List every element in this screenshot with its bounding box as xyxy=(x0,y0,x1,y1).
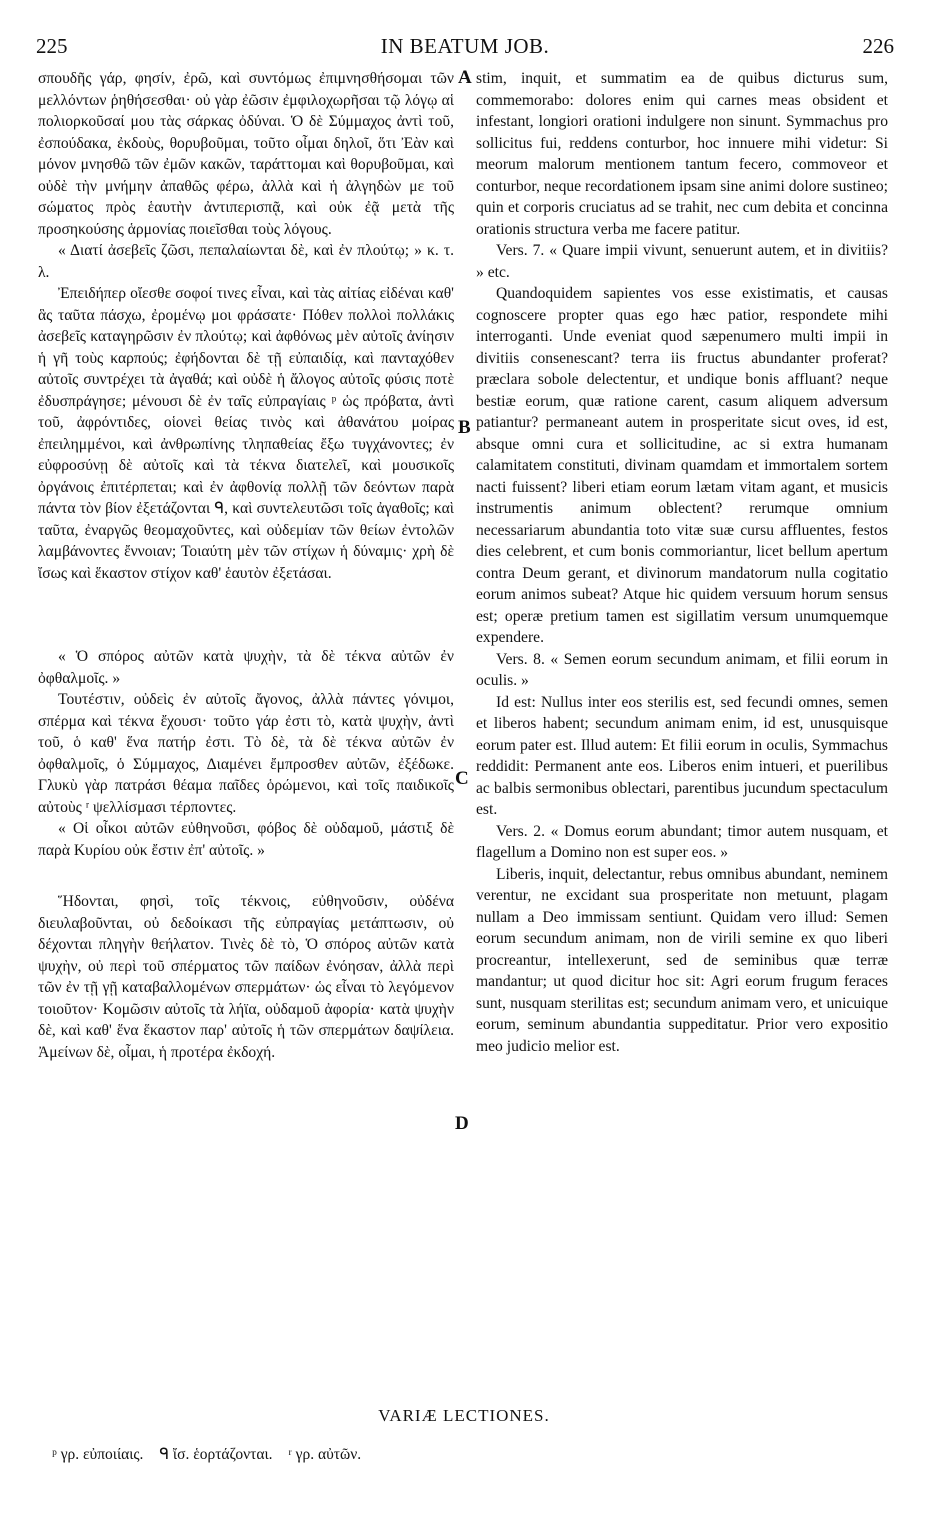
page-header xyxy=(36,34,894,64)
variant-reading: ʳ γρ. αὐτῶν. xyxy=(288,1446,362,1463)
latin-paragraph: Liberis, inquit, delectantur, rebus omnibus abundant, neminem verentur, ne excidant sua prosperitate non metuunt, plagam nullam a Deo immissam sentiunt. Quidam vero illud: Semen eorum secundum animam, non de virili semine ex quo liberi procreantur, intellexerunt, sed de seminibus quæ terræ mandantur; ut quod dicitur hoc sit: Agri eorum frugum feraces sunt, nusquam sterilitas est; secundum animam vero, et unicuique eorum, seminum abundantia suppeditatur. Prior vero expositio meo judicio melior est. xyxy=(476,865,888,1055)
latin-paragraph: stim, inquit, et summatim ea de quibus dicturus sum, commemorabo: dolores enim qui carnes meas obsident et infestant, longiori orationi indulgere non sinunt. Symmachus pro sollicitus fui, reddens conturbor, hoc innuere mihi videtur: Si meorum malorum mentionem tantum fecero, commoveor et conturbor, neque recordationem ipsam sine animi dolore sustineo; quin et corporis cruciatus ad se trahit, nec cum debita et concinna orationis structura verba me facere patitur. xyxy=(476,70,888,238)
variant-reading: ᵖ γρ. εὐποιίαις. xyxy=(52,1446,144,1463)
page-number-right: 226 xyxy=(862,34,894,58)
greek-column xyxy=(38,68,454,1063)
greek-verse: « Ὁ σπόρος αὐτῶν κατὰ ψυχὴν, τὰ δὲ τέκνα αὐτῶν ἐν ὀφθαλμοῖς. » xyxy=(38,648,454,687)
section-marker-d: D xyxy=(455,1113,469,1134)
section-marker-a: A xyxy=(458,67,472,88)
greek-paragraph: Ἐπειδήπερ οἴεσθε σοφοί τινες εἶναι, καὶ τὰς αἰτίας εἰδέναι καθ' ἃς ταῦτα πάσχω, ἐρομένῳ μοι φράσατε· Πόθεν πολλοὶ πολλάκις ἀσεβεῖς καταγηρῶσιν ἐν πλούτῳ; καὶ ἀφθόνως μὲν αὐτοῖς ἀνίησιν ἡ γῆ τοὺς καρπούς; ἐφήδονται δὲ τῇ εὐπαιδίᾳ, καὶ πανταχόθεν αὐτοῖς συντρέχει τὰ ἀγαθά; καὶ οὐδὲ ἡ ἄλογος αὐτοῖς φύσις ποτὲ ἐδυσπράγησε; μένουσι δὲ ἐν ταῖς εὐπραγίαις ᵖ ὡς πρόβατα, ἀντὶ τοῦ, ἀφρόντιδες, οἱονεὶ θείας τινὸς καὶ ἀθανάτου μοίρας ἐπειλημμένοι, καὶ ἀνθρωπίνης τληπαθείας ἔξω τυγχάνοντες; ἐν εὐφροσύνῃ δὲ αὐτοῖς καὶ τὰ τέκνα διατελεῖ, καὶ μουσικοῖς ὀργάνοις ἐπιτέρπεται; καὶ ἐν ἀφθονίᾳ πολλῇ τῶν δεόντων παρὰ πάντα τὸν βίον ἐξετάζονται ᑫ, καὶ συντελευτῶσι τοῖς ἀγαθοῖς; καὶ ταῦτα, ἐναργῶς θεομαχοῦντες, καὶ οὐδεμίαν τῶν θείων ἐντολῶν λαμβάνοντες ἔννοιαν; Τοιαύτη μὲν τῶν στίχων ἡ δύναμις· χρὴ δὲ ἴσως καὶ ἕκαστον στίχον καθ' ἑαυτὸν ἐξετάσαι. xyxy=(38,285,454,582)
latin-paragraph: Id est: Nullus inter eos sterilis est, sed fecundi omnes, semen et liberos habent; secundum animam enim, id est, unusquisque eorum pater est. Illud autem: Et filii eorum in oculis, Symmachus reddidit: Permanent ante eos. Liberos enim intueri, et puerilibus ac balbis sermonibus oblectari, parentibus jucundum spectaculum est. xyxy=(476,693,888,818)
variae-lectiones-title: VARIÆ LECTIONES. xyxy=(378,1406,550,1425)
latin-verse: Vers. 8. « Semen eorum secundum animam, et filii eorum in oculis. » xyxy=(476,650,888,689)
latin-paragraph: Quandoquidem sapientes vos esse existimatis, et causas cognoscere propter quas ego hæc patior, respondete mihi interroganti. Unde eveniat quod sæpenumero multi impii in divitiis consenescant? terra iis fructus abundanter proferat? præclara sobole delectentur, et undique bonis affluant? neque bestiæ eorum, quæ ratione carent, casum aliquem adversum patiantur? permaneant autem in prosperitate sicut oves, id est, absque omni cura et sollicitudine, ac si extra humanam calamitatem constituti, divinam quamdam et immortalem sortem nacti fuissent? liberi etiam eorum lætam vitam agant, et musicis instrumentis animum oblectent? rerumque omnium necessariarum abundantia toto vitæ suæ cursu affluentes, festos dies celebrent, et cum bonis commoriantur, licet bellum apertum contra Deum gerant, et divinorum mandatorum nulla cogitatio eorum animos subeat? Atque hic quidem versuum horum sensus est; operæ pretium tamen est sigillatim versum unumquemque expendere. xyxy=(476,285,888,646)
section-marker-c: C xyxy=(455,768,469,789)
running-title: IN BEATUM JOB. xyxy=(380,34,550,58)
greek-verse: « Διατί ἀσεβεῖς ζῶσι, πεπαλαίωνται δὲ, καὶ ἐν πλούτῳ; » κ. τ. λ. xyxy=(38,242,454,281)
section-marker-b: B xyxy=(458,417,471,438)
latin-verse: Vers. 7. « Quare impii vivunt, senuerunt autem, et in divitiis? » etc. xyxy=(476,242,888,281)
latin-verse: Vers. 2. « Domus eorum abundant; timor autem nusquam, et flagellum a Domino non est super eos. » xyxy=(476,822,888,861)
variant-reading: ᑫ ἴσ. ἑορτάζονται. xyxy=(159,1446,273,1463)
variae-lectiones-list xyxy=(52,1445,373,1464)
greek-paragraph: Τουτέστιν, οὐδεὶς ἐν αὐτοῖς ἄγονος, ἀλλὰ πάντες γόνιμοι, σπέρμα καὶ τέκνα ἔχουσι· τοῦτο γάρ ἐστι τὸ, κατὰ ψυχὴν, ἀντὶ τοῦ, ὁ καθ' ἕνα πατήρ ἐστι. Τὸ δὲ, τὰ δὲ τέκνα αὐτῶν ἐν ὀφθαλμοῖς, ὁ Σύμμαχος, Διαμένει ἔμπροσθεν αὐτῶν, ἐξέδωκε. Γλυκὺ γὰρ πατράσι θέαμα παῖδες ὁρώμενοι, καὶ τοῖς παιδικοῖς αὐτοὺς ʳ ψελλίσμασι τέρποντες. xyxy=(38,691,454,816)
latin-column xyxy=(476,68,888,1057)
greek-verse: « Οἱ οἶκοι αὐτῶν εὐθηνοῦσι, φόβος δὲ οὐδαμοῦ, μάστιξ δὲ παρὰ Κυρίου οὐκ ἔστιν ἐπ' αὐτοῖς. » xyxy=(38,820,454,859)
greek-paragraph: σπουδῆς γάρ, φησίν, ἐρῶ, καὶ συντόμως ἐπιμνησθήσομαι τῶν μελλόντων ῥηθήσεσθαι· οὐ γὰρ ἐῶσιν ἐμφιλοχωρῆσαι τῷ λόγῳ αἱ πολιορκοῦσαί μου τὰς σάρκας ὀδύναι. Ὁ δὲ Σύμμαχος ἀντὶ τοῦ, ἐσπούδακα, ἐκδοὺς, θορυβοῦμαι, τοῦτο οἶμαι δηλοῖ, ὅτι Ἐὰν καὶ μόνον μνησθῶ τῶν ἐμῶν κακῶν, ταράττομαι καὶ θορυβοῦμαι, καὶ οὐδὲ τὴν μνήμην ἀπαθῶς φέρω, ἀλλὰ καὶ ἡ ἀλγηδὼν με τοῦ σώματος πρὸς ἑαυτὴν ἀντιπερισπᾷ, καὶ οὐκ ἐᾷ μετὰ τῆς προσηκούσης ἁρμονίας ποιεῖσθαι τοὺς λόγους. xyxy=(38,70,454,238)
page-number-left: 225 xyxy=(36,34,68,58)
greek-paragraph: Ἥδονται, φησὶ, τοῖς τέκνοις, εὐθηνοῦσιν, οὐδένα διευλαβοῦνται, οὐ δεδοίκασι τῆς εὐπραγίας μετάπτωσιν, οὐ δέχονται πληγὴν θεήλατον. Τινὲς δὲ τὸ, Ὁ σπόρος αὐτῶν κατὰ ψυχὴν, οὐ περὶ τοῦ σπέρματος τῶν παίδων ἐνόησαν, ἀλλὰ περὶ τῶν ἐν τῇ γῇ καταβαλλομένων σπερμάτων· ὡς εἶναι τὸ λεγόμενον τοιοῦτον· Κομῶσιν αὐτοῖς τὰ λήϊα, οὐδαμοῦ ἀφορία· κατὰ ψυχὴν δὲ, καὶ καθ' ἕνα ἕκαστον παρ' αὐτοῖς ἡ τῶν σπερμάτων δαψίλεια. Ἀμείνων δὲ, οἶμαι, ἡ προτέρα ἐκδοχή. xyxy=(38,893,454,1061)
